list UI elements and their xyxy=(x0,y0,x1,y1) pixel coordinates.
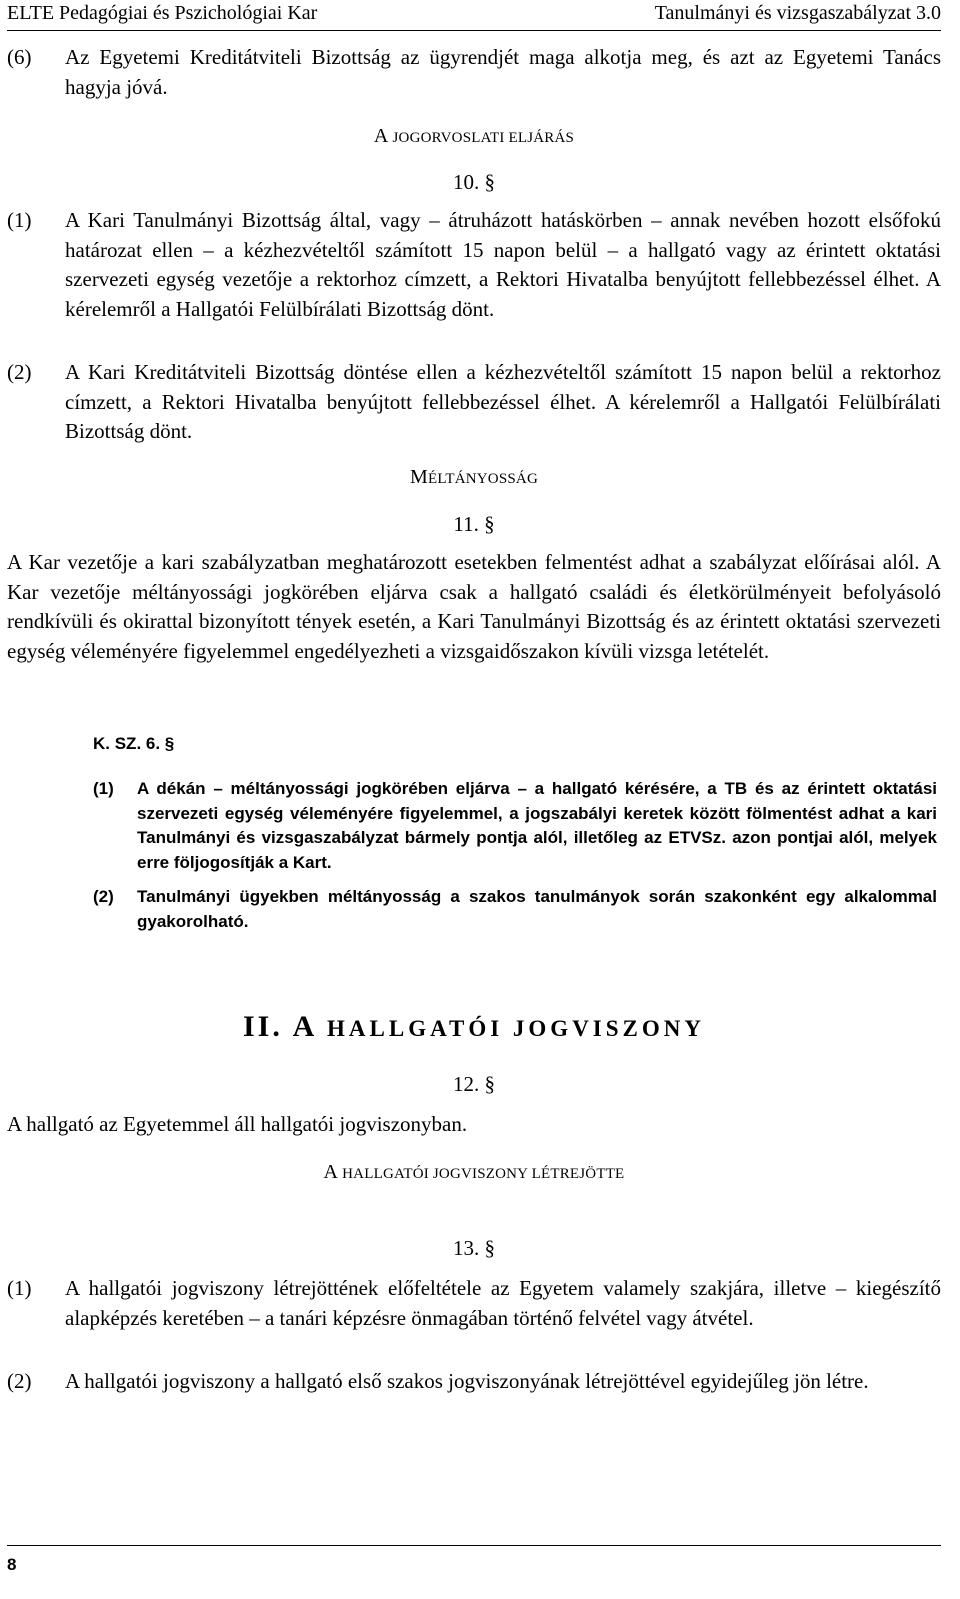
section-13: 13. § xyxy=(453,1236,495,1260)
paragraph-text: Az Egyetemi Kreditátviteli Bizottság az ügyrendjét maga alkotja meg, és azt az Egyetemi Tanács hagyja jóvá. xyxy=(65,45,941,99)
paragraph-number: (1) xyxy=(7,1276,32,1300)
section-13-paragraph-2 xyxy=(7,1367,941,1397)
page-header xyxy=(7,0,941,31)
heading-letrejotte: A HALLGATÓI JOGVISZONY LÉTREJÖTTE xyxy=(323,1161,625,1183)
paragraph-text: A Kari Tanulmányi Bizottság által, vagy – átruházott hatáskörben – annak nevében hozott elsőfokú határozat ellen – a kézhezvételtől számított 15 napon belül – a hallgató vagy az érintett oktatási szervezeti egység vezetője a rektorhoz címzett, a Rektori Hivatalba benyújtott fellebbezéssel élhet. A kérelemről a Hallgatói Felülbírálati Bizottság dönt. xyxy=(65,208,941,321)
kar-szabaly-paragraph-2 xyxy=(93,885,937,934)
heading-meltanyossag: MÉLTÁNYOSSÁG xyxy=(410,466,538,488)
paragraph-number: (1) xyxy=(93,779,114,798)
paragraph-text: A hallgatói jogviszony létrejöttének előfeltétele az Egyetem valamely szakjára, illetve – kiegészítő alapképzés keretében – a tanári képzésre önmagában történő felvétel vagy átvétel. xyxy=(65,1276,941,1330)
heading-jogorvoslati: A JOGORVOSLATI ELJÁRÁS xyxy=(373,125,575,147)
header-regulation: Tanulmányi és vizsgaszabályzat 3.0 xyxy=(654,2,941,24)
section-10: 10. § xyxy=(453,170,495,194)
paragraph-number: (1) xyxy=(7,208,32,232)
paragraph-number: (2) xyxy=(93,887,114,906)
paragraph-text: Tanulmányi ügyekben méltányosság a szakos tanulmányok során szakonként egy alkalommal gyakorolható. xyxy=(137,887,937,931)
section-10-paragraph-2 xyxy=(7,358,941,447)
paragraph-number: (2) xyxy=(7,1369,32,1393)
paragraph-text: A dékán – méltányossági jogkörében eljárva – a hallgató kérésére, a TB és az érintett oktatási szervezeti egység véleményére figyelemmel, a jogszabályi keretek között fölmentést adhat a kari Tanulmányi és vizsgaszabályzat bármely pontja alól, illetőleg az ETVSz. azon pontjai alól, melyek erre följogosítják a Kart. xyxy=(137,779,937,872)
kar-szabaly-paragraph-1 xyxy=(93,777,937,875)
paragraph-number: (2) xyxy=(7,360,32,384)
section-10-paragraph-1 xyxy=(7,206,941,324)
document-page xyxy=(7,0,941,1599)
header-faculty: ELTE Pedagógiai és Pszichológiai Kar xyxy=(7,2,318,24)
section-13-paragraph-1 xyxy=(7,1274,941,1333)
paragraph-text: A hallgatói jogviszony a hallgató első szakos jogviszonyának létrejöttével egyidejűleg jön létre. xyxy=(65,1369,869,1393)
section-11: 11. § xyxy=(453,512,495,536)
section-12-text: A hallgató az Egyetemmel áll hallgatói jogviszonyban. xyxy=(7,1112,468,1136)
paragraph-6 xyxy=(7,43,941,102)
section-11-text: A Kar vezetője a kari szabályzatban meghatározott esetekben felmentést adhat a szabályzat előírásai alól. A Kar vezetője méltányossági jogkörében eljárva csak a hallgató családi és életkörülményeit befolyásoló rendkívüli és okirattal bizonyított tények esetén, a Kari Tanulmányi Bizottság és az érintett oktatási szervezeti egység véleményére figyelemmel engedélyezheti a vizsgaidőszakon kívüli vizsga letételét. xyxy=(7,550,941,663)
section-12: 12. § xyxy=(453,1072,495,1096)
paragraph-text: A Kari Kreditátviteli Bizottság döntése ellen a kézhezvételtől számított 15 napon belül a rektorhoz címzett, a Rektori Hivatalba benyújtott fellebbezéssel élhet. A kérelemről a Hallgatói Felülbírálati Bizottság dönt. xyxy=(65,360,941,443)
kar-szabaly-6: K. SZ. 6. § xyxy=(93,734,175,753)
paragraph-number: (6) xyxy=(7,45,32,69)
chapter-title: II. A HALLGATÓI JOGVISZONY xyxy=(242,1010,706,1043)
footer-divider xyxy=(7,1545,941,1546)
page-number: 8 xyxy=(7,1555,17,1574)
